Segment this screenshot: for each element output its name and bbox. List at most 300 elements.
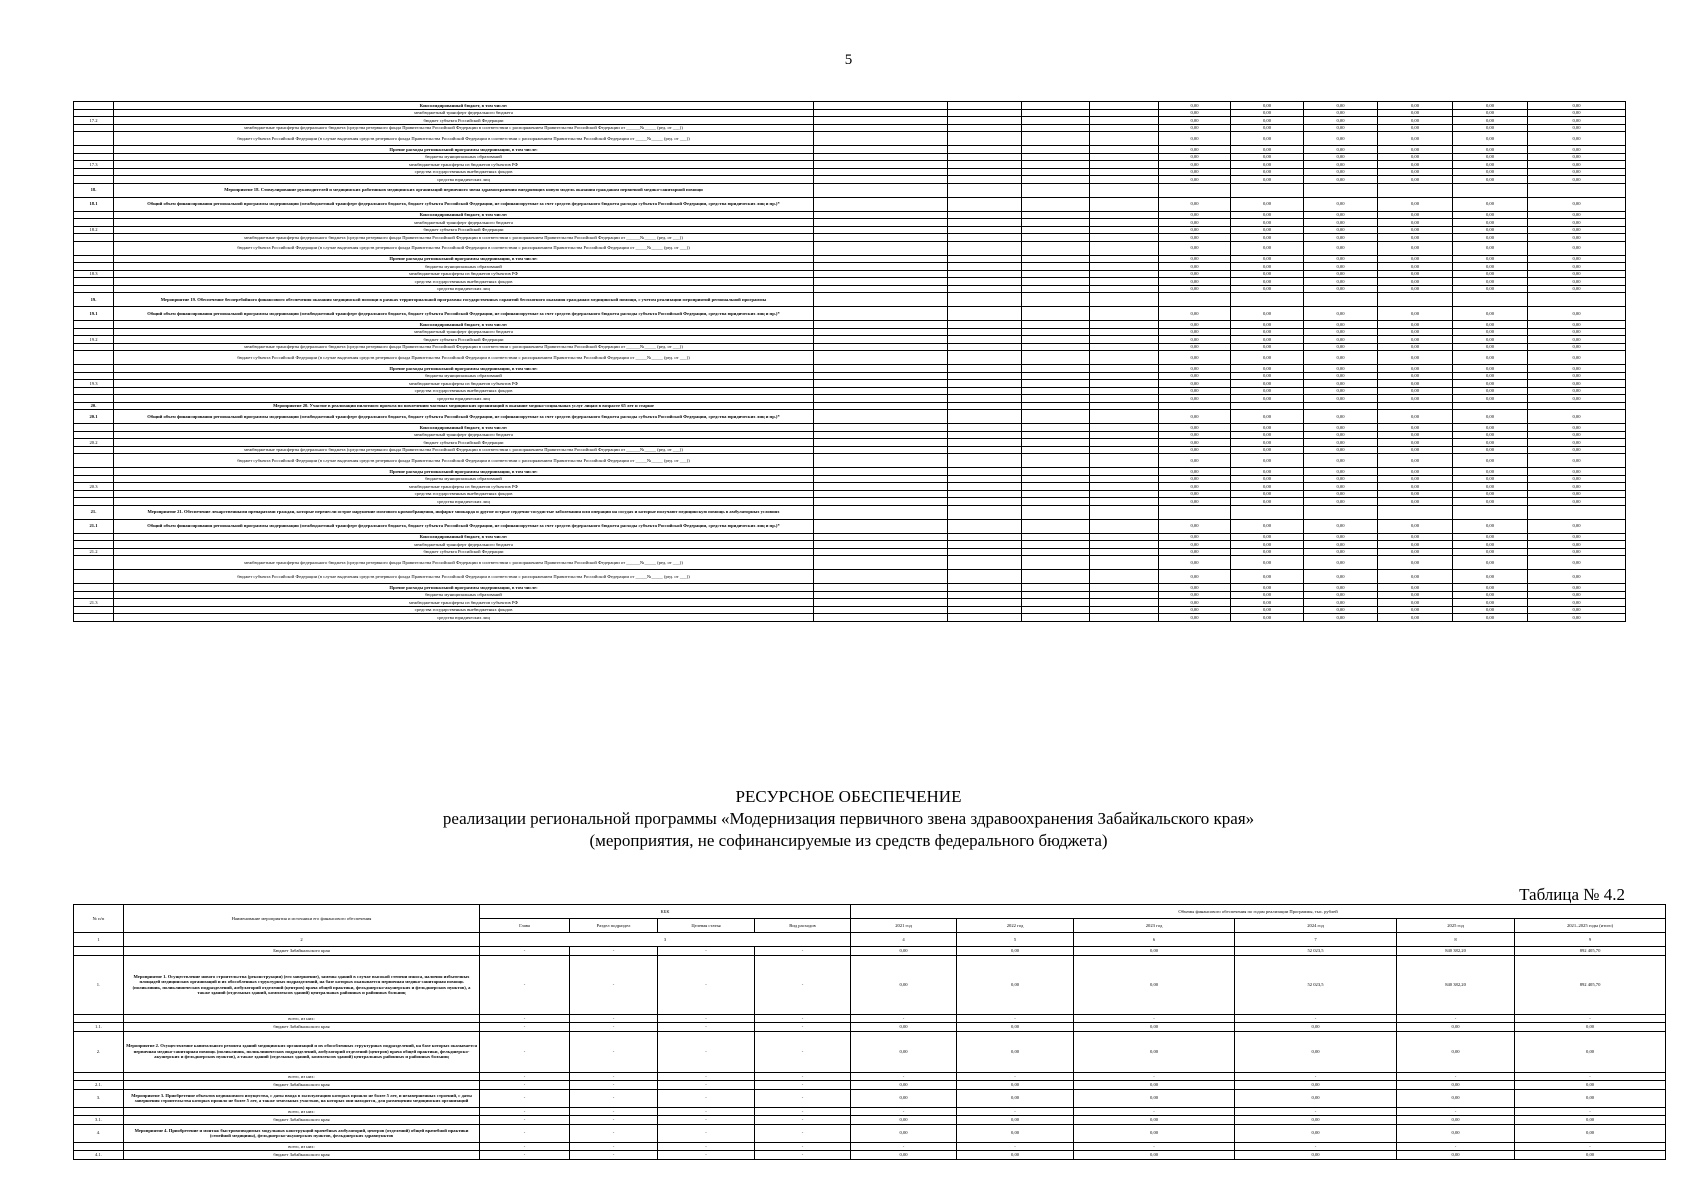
value-cell: 0,00 [1378, 124, 1453, 132]
value-cell: 0,00 [1378, 431, 1453, 439]
value-cell: 0,00 [1159, 556, 1231, 570]
kbk-cell [814, 439, 948, 447]
value-cell: 0,00 [1378, 483, 1453, 491]
value-cell: - [1515, 1014, 1666, 1023]
kbk-cell [948, 255, 1022, 263]
value-cell: 0,00 [1231, 241, 1304, 255]
value-cell: 0,00 [1231, 372, 1304, 380]
value-cell: 0,00 [1378, 263, 1453, 271]
kbk-cell: - [755, 1014, 851, 1023]
value-cell: 0,00 [1231, 176, 1304, 184]
kbk-cell [1090, 533, 1159, 541]
table-row [74, 402, 1626, 410]
table-row [74, 102, 1626, 110]
table-row [74, 365, 1626, 373]
row-description: бюджет Забайкальского края [124, 1081, 480, 1090]
row-description: Общий объем финансирования региональной программы модернизации (межбюджетный трансферт федерального бюджета, бюджет субъекта Российской Федерации, не софинансируемые за счет средств федерального бюджета расходы субъекта Российской Федерации, средства юридических лиц и пр.)* [114, 307, 814, 321]
table-row [74, 255, 1626, 263]
value-cell: 0,00 [1231, 161, 1304, 169]
kbk-cell [1090, 614, 1159, 622]
header-year-2022: 2022 год [957, 919, 1074, 933]
value-cell: 0,00 [1159, 446, 1231, 454]
row-description: бюджеты муниципальных образований [114, 153, 814, 161]
value-cell [1231, 183, 1304, 197]
kbk-cell [814, 533, 948, 541]
value-cell: 0,00 [1528, 591, 1626, 599]
kbk-cell [1090, 343, 1159, 351]
value-cell: 0,00 [957, 1031, 1074, 1072]
value-cell: 0,00 [1453, 591, 1528, 599]
value-cell: 0,00 [1159, 498, 1231, 506]
value-cell [1453, 183, 1528, 197]
kbk-cell [1090, 483, 1159, 491]
kbk-cell: - [480, 1151, 570, 1160]
value-cell [1304, 183, 1378, 197]
row-description: всего, из них: [124, 1107, 480, 1116]
value-cell: 0,00 [1304, 176, 1378, 184]
kbk-cell [948, 278, 1022, 286]
value-cell: 0,00 [1231, 168, 1304, 176]
kbk-cell [1090, 132, 1159, 146]
kbk-cell [1022, 263, 1090, 271]
value-cell: 0,00 [1453, 439, 1528, 447]
row-number: 21.2 [74, 548, 114, 556]
kbk-cell [1022, 132, 1090, 146]
kbk-cell [1090, 307, 1159, 321]
row-description: средства государственных внебюджетных фондов [114, 168, 814, 176]
row-number [74, 606, 114, 614]
kbk-cell [1022, 548, 1090, 556]
kbk-cell [1022, 439, 1090, 447]
kbk-cell [814, 380, 948, 388]
value-cell: 0,00 [1453, 541, 1528, 549]
value-cell: 0,00 [1231, 285, 1304, 293]
kbk-cell: - [570, 1031, 658, 1072]
value-cell: 0,00 [1528, 343, 1626, 351]
value-cell: 0,00 [1159, 321, 1231, 329]
kbk-cell [948, 454, 1022, 468]
table-row [74, 109, 1626, 117]
kbk-cell: - [658, 1014, 755, 1023]
value-cell: 0,00 [1159, 570, 1231, 584]
kbk-cell [1090, 255, 1159, 263]
kbk-cell [1022, 285, 1090, 293]
header-razdel: Раздел подраздел [570, 919, 658, 933]
row-number [74, 124, 114, 132]
value-cell: 0,00 [1159, 255, 1231, 263]
table-row [74, 548, 1626, 556]
value-cell: 0,00 [1515, 1031, 1666, 1072]
value-cell: 0,00 [1231, 490, 1304, 498]
kbk-cell [948, 176, 1022, 184]
value-cell: 0,00 [1304, 102, 1378, 110]
value-cell: 0,00 [1304, 591, 1378, 599]
kbk-cell [948, 124, 1022, 132]
value-cell: 0,00 [1378, 541, 1453, 549]
header-volumes: Объемы финансового обеспечения по годам реализации Программы, тыс. рублей [851, 905, 1666, 919]
table-row [74, 614, 1626, 622]
value-cell [1304, 505, 1378, 519]
table-row [74, 168, 1626, 176]
kbk-cell [1090, 380, 1159, 388]
kbk-cell [1090, 117, 1159, 125]
kbk-cell [814, 606, 948, 614]
value-cell: 0,00 [1528, 380, 1626, 388]
row-number: 19.3 [74, 380, 114, 388]
kbk-cell [814, 372, 948, 380]
table-row [74, 1072, 1666, 1081]
kbk-cell [1090, 556, 1159, 570]
value-cell: 0,00 [1453, 241, 1528, 255]
resource-heading-subtitle: реализации региональной программы «Модернизация первичного звена здравоохранения Забайкальского края» [442, 809, 1255, 828]
kbk-cell [1090, 124, 1159, 132]
row-number [74, 424, 114, 432]
value-cell: 0,00 [1304, 533, 1378, 541]
value-cell: 0,00 [1159, 424, 1231, 432]
value-cell: 0,00 [1159, 197, 1231, 211]
row-description: межбюджетный трансферт федерального бюджета [114, 431, 814, 439]
colnum: 4 [851, 933, 957, 947]
kbk-cell [1022, 241, 1090, 255]
kbk-cell: - [755, 947, 851, 956]
kbk-cell [814, 226, 948, 234]
table-row [74, 468, 1626, 476]
value-cell: 0,00 [1159, 219, 1231, 227]
kbk-cell [948, 498, 1022, 506]
table-row [74, 1031, 1666, 1072]
kbk-cell [814, 584, 948, 592]
kbk-cell [948, 570, 1022, 584]
value-cell: 0,00 [1159, 519, 1231, 533]
kbk-cell [1090, 446, 1159, 454]
kbk-cell: - [480, 1116, 570, 1125]
kbk-cell: - [480, 1081, 570, 1090]
value-cell: 0,00 [1159, 132, 1231, 146]
value-cell: 0,00 [1304, 614, 1378, 622]
row-number [74, 278, 114, 286]
value-cell: 0,00 [1528, 321, 1626, 329]
value-cell: 0,00 [1231, 431, 1304, 439]
value-cell: 0,00 [1159, 380, 1231, 388]
kbk-cell [814, 365, 948, 373]
kbk-cell [1022, 365, 1090, 373]
value-cell: 0,00 [1453, 614, 1528, 622]
value-cell: 0,00 [1304, 124, 1378, 132]
value-cell: - [1515, 1107, 1666, 1116]
value-cell: 0,00 [1378, 226, 1453, 234]
row-number [74, 468, 114, 476]
row-description: Прочие расходы региональной программы модернизации, в том числе: [114, 584, 814, 592]
table-row [74, 498, 1626, 506]
value-cell: 0,00 [851, 1023, 957, 1032]
row-description: бюджеты муниципальных образований [114, 475, 814, 483]
table-row [74, 263, 1626, 271]
row-number: 18.2 [74, 226, 114, 234]
value-cell: 0,00 [1159, 372, 1231, 380]
value-cell: 0,00 [1528, 533, 1626, 541]
table-row [74, 1023, 1666, 1032]
kbk-cell [1022, 424, 1090, 432]
value-cell: 0,00 [1304, 153, 1378, 161]
value-cell: 0,00 [1159, 439, 1231, 447]
value-cell: 0,00 [1304, 336, 1378, 344]
colnum: 9 [1515, 933, 1666, 947]
kbk-cell [814, 285, 948, 293]
value-cell: 0,00 [1378, 109, 1453, 117]
value-cell: 0,00 [1159, 548, 1231, 556]
value-cell [1378, 293, 1453, 307]
kbk-cell [814, 446, 948, 454]
value-cell: 0,00 [1159, 146, 1231, 154]
value-cell: 0,00 [1528, 410, 1626, 424]
value-cell: 0,00 [1304, 387, 1378, 395]
row-number: 18.3 [74, 270, 114, 278]
row-number [74, 321, 114, 329]
value-cell: 0,00 [1453, 102, 1528, 110]
value-cell: 0,00 [1231, 365, 1304, 373]
row-number [74, 947, 124, 956]
table-number: Таблица № 4.2 [1519, 885, 1625, 904]
table-row [74, 307, 1626, 321]
value-cell: 0,00 [1453, 109, 1528, 117]
value-cell: 0,00 [1231, 395, 1304, 403]
row-description: межбюджетный трансферт федерального бюджета [114, 328, 814, 336]
kbk-cell [814, 197, 948, 211]
row-description: бюджеты муниципальных образований [114, 372, 814, 380]
value-cell: 0,00 [1453, 168, 1528, 176]
header-year-2025: 2025 год [1397, 919, 1515, 933]
row-number [74, 556, 114, 570]
table-row [74, 490, 1626, 498]
kbk-cell [1090, 270, 1159, 278]
value-cell: 0,00 [1453, 255, 1528, 263]
value-cell: 0,00 [1528, 365, 1626, 373]
value-cell: 0,00 [1231, 328, 1304, 336]
row-number [74, 372, 114, 380]
row-number [74, 285, 114, 293]
value-cell: 0,00 [1528, 176, 1626, 184]
value-cell: 0,00 [1453, 197, 1528, 211]
kbk-cell [1022, 599, 1090, 607]
kbk-cell [1090, 599, 1159, 607]
table-row [74, 132, 1626, 146]
value-cell: 0,00 [1231, 102, 1304, 110]
header-kbk: КБК [480, 905, 851, 919]
value-cell: 0,00 [1304, 146, 1378, 154]
value-cell: 0,00 [1231, 584, 1304, 592]
header-vid: Вид расходов [755, 919, 851, 933]
value-cell: 0,00 [1528, 168, 1626, 176]
header-statya: Целевая статья [658, 919, 755, 933]
kbk-cell [1022, 321, 1090, 329]
header-year-2023: 2023 год [1074, 919, 1235, 933]
value-cell: - [1235, 1142, 1397, 1151]
value-cell: 0,00 [1231, 424, 1304, 432]
kbk-cell [1022, 153, 1090, 161]
kbk-cell [1022, 431, 1090, 439]
value-cell [1378, 183, 1453, 197]
value-cell: 0,00 [1528, 570, 1626, 584]
kbk-cell [948, 307, 1022, 321]
kbk-cell [1022, 102, 1090, 110]
value-cell: 0,00 [1304, 541, 1378, 549]
value-cell: 0,00 [1528, 307, 1626, 321]
kbk-cell [1090, 161, 1159, 169]
value-cell: 0,00 [851, 1151, 957, 1160]
value-cell: 0,00 [1159, 410, 1231, 424]
row-number: 19. [74, 293, 114, 307]
kbk-cell [1022, 255, 1090, 263]
value-cell: 0,00 [1453, 548, 1528, 556]
kbk-cell [814, 351, 948, 365]
row-description: межбюджетный трансферт федерального бюджета [114, 541, 814, 549]
kbk-cell [814, 475, 948, 483]
row-description: межбюджетные трансферты из бюджетов субъектов РФ [114, 380, 814, 388]
row-description: бюджет Забайкальского края [124, 1151, 480, 1160]
value-cell: 0,00 [1528, 439, 1626, 447]
kbk-cell [814, 176, 948, 184]
kbk-cell [1022, 446, 1090, 454]
value-cell: 0,00 [1304, 161, 1378, 169]
value-cell: - [1397, 1072, 1515, 1081]
kbk-cell [814, 402, 948, 410]
kbk-cell: - [480, 1089, 570, 1107]
value-cell: 52 023,5 [1235, 947, 1397, 956]
kbk-cell [814, 431, 948, 439]
value-cell [1159, 505, 1231, 519]
row-number: 19.2 [74, 336, 114, 344]
row-number: 1.1. [74, 1023, 124, 1032]
kbk-cell [1090, 402, 1159, 410]
row-description: Общий объем финансирования региональной программы модернизации (межбюджетный трансферт федерального бюджета, бюджет субъекта Российской Федерации, не софинансируемые за счет средств федерального бюджета расходы субъекта Российской Федерации, средства юридических лиц и пр.)* [114, 519, 814, 533]
value-cell: 0,00 [957, 1089, 1074, 1107]
row-description: всего, из них: [124, 1142, 480, 1151]
value-cell: 0,00 [1378, 255, 1453, 263]
row-description: Консолидированный бюджет, в том числе: [114, 211, 814, 219]
kbk-cell [948, 132, 1022, 146]
kbk-cell [1090, 591, 1159, 599]
value-cell: 0,00 [1304, 211, 1378, 219]
kbk-cell [948, 343, 1022, 351]
top-resource-table [73, 101, 1626, 622]
value-cell: 0,00 [1397, 1124, 1515, 1142]
value-cell: 0,00 [1304, 270, 1378, 278]
row-description: межбюджетный трансферт федерального бюджета [114, 109, 814, 117]
value-cell: 0,00 [1159, 387, 1231, 395]
table-row [74, 351, 1626, 365]
kbk-cell [814, 424, 948, 432]
kbk-cell [948, 387, 1022, 395]
value-cell: 0,00 [1159, 614, 1231, 622]
value-cell: 0,00 [1231, 541, 1304, 549]
value-cell: 0,00 [957, 1081, 1074, 1090]
table-row [74, 270, 1626, 278]
value-cell: 0,00 [1074, 1151, 1235, 1160]
table-row [74, 234, 1626, 242]
value-cell: 0,00 [1231, 483, 1304, 491]
row-number [74, 446, 114, 454]
row-description: средства юридических лиц [114, 614, 814, 622]
kbk-cell: - [755, 1116, 851, 1125]
value-cell: 0,00 [1159, 278, 1231, 286]
value-cell: 0,00 [1453, 468, 1528, 476]
value-cell: 0,00 [1231, 599, 1304, 607]
kbk-cell [1090, 475, 1159, 483]
kbk-cell [814, 263, 948, 271]
kbk-cell: - [755, 1107, 851, 1116]
colnum: 1 [74, 933, 124, 947]
row-number: 20.2 [74, 439, 114, 447]
kbk-cell [948, 475, 1022, 483]
row-number: 21.1 [74, 519, 114, 533]
value-cell: 0,00 [1159, 483, 1231, 491]
row-description: бюджет субъекта Российской Федерации (в случае выделения средств резервного фонда Правительства Российской Федерации в соответствии с распоряжением Правительства Российской Федерации от _____№_____ (ред. от ___)) [114, 454, 814, 468]
kbk-cell [948, 556, 1022, 570]
value-cell: 0,00 [1378, 591, 1453, 599]
value-cell: 0,00 [1453, 410, 1528, 424]
kbk-cell [1090, 168, 1159, 176]
value-cell: 0,00 [1528, 117, 1626, 125]
value-cell: 0,00 [851, 947, 957, 956]
kbk-cell [948, 599, 1022, 607]
row-description: средства юридических лиц [114, 395, 814, 403]
kbk-cell [1022, 226, 1090, 234]
value-cell: 0,00 [1304, 234, 1378, 242]
value-cell: 0,00 [1231, 533, 1304, 541]
kbk-cell [1090, 548, 1159, 556]
kbk-cell: - [570, 1124, 658, 1142]
value-cell: - [1074, 1072, 1235, 1081]
kbk-cell [1022, 410, 1090, 424]
row-number [74, 570, 114, 584]
value-cell: 0,00 [1378, 519, 1453, 533]
kbk-cell [1022, 475, 1090, 483]
table-row [74, 454, 1626, 468]
kbk-cell: - [480, 1142, 570, 1151]
kbk-cell [814, 519, 948, 533]
kbk-cell: - [658, 1107, 755, 1116]
row-number [74, 584, 114, 592]
kbk-cell [948, 431, 1022, 439]
row-number: 3.1. [74, 1116, 124, 1125]
value-cell: - [1397, 1142, 1515, 1151]
value-cell: 0,00 [1378, 365, 1453, 373]
value-cell: 0,00 [1231, 614, 1304, 622]
kbk-cell: - [755, 1142, 851, 1151]
value-cell: 0,00 [1397, 1023, 1515, 1032]
value-cell: 0,00 [1304, 285, 1378, 293]
kbk-cell [948, 336, 1022, 344]
row-description: бюджет субъекта Российской Федерации [114, 336, 814, 344]
value-cell: 0,00 [1159, 431, 1231, 439]
table-row [74, 541, 1626, 549]
row-description: бюджет субъекта Российской Федерации (в случае выделения средств резервного фонда Правительства Российской Федерации в соответствии с распоряжением Правительства Российской Федерации от _____№_____ (ред. от ___)) [114, 241, 814, 255]
kbk-cell [1022, 387, 1090, 395]
value-cell: 0,00 [1453, 343, 1528, 351]
kbk-cell [1090, 351, 1159, 365]
row-number: 21.3 [74, 599, 114, 607]
value-cell: 0,00 [1159, 584, 1231, 592]
value-cell: 0,00 [1304, 410, 1378, 424]
value-cell: 0,00 [1231, 146, 1304, 154]
value-cell: 0,00 [1528, 541, 1626, 549]
row-description: средства юридических лиц [114, 285, 814, 293]
value-cell: 0,00 [1304, 372, 1378, 380]
kbk-cell: - [480, 1072, 570, 1081]
value-cell: 0,00 [1074, 1023, 1235, 1032]
kbk-cell [948, 614, 1022, 622]
header-num: № п/п [74, 905, 124, 933]
